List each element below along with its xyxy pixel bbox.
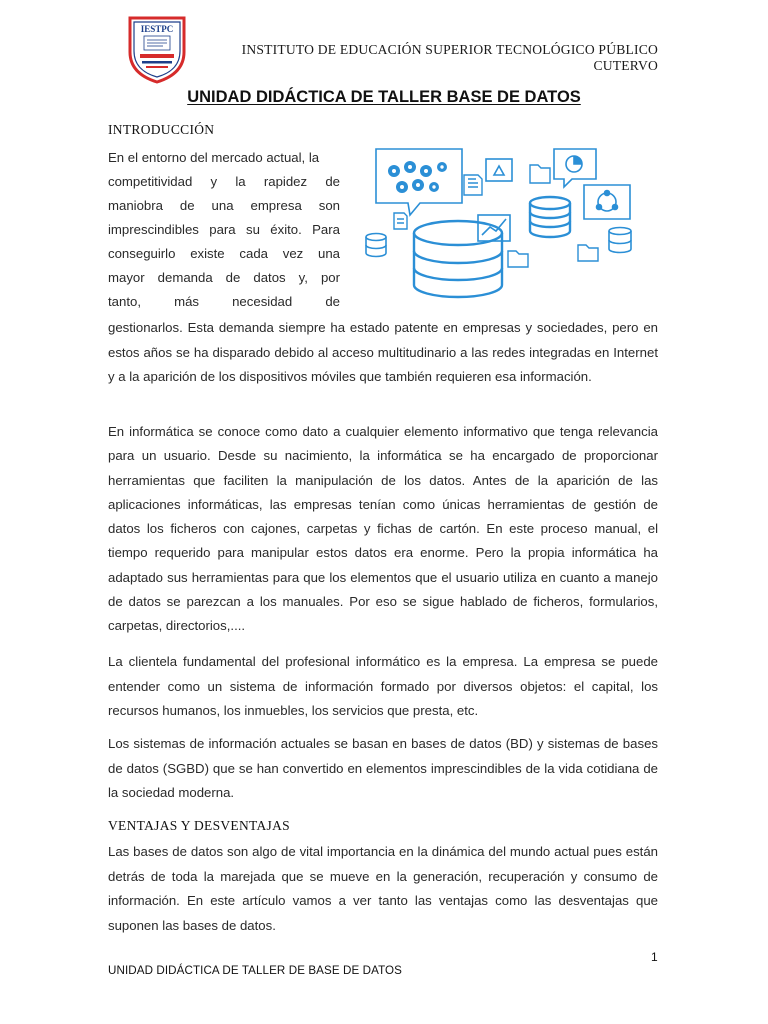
paragraph-clientela: La clientela fundamental del profesional informático es la empresa. La empresa se puede entender como un sistema de información formado por diversos objetos: el capital, los recursos humanos, los inmuebles, los servicios que presta, etc. [108,654,658,718]
institution-name [138,42,658,74]
intro-line: maniobra de una empresa son [108,198,340,213]
network-bubble-icon [584,185,630,219]
intro-line: imprescindibles para su éxito. Para [108,222,340,237]
recycle-box-icon [486,159,512,181]
page-footer: UNIDAD DIDÁCTICA DE TALLER DE BASE DE DATOS [108,964,402,977]
intro-line: tanto, más necesidad de [108,294,340,309]
section-heading-intro: INTRODUCCIÓN [108,122,215,137]
large-database-icon [414,221,502,297]
small-database-icon-left [366,234,386,257]
line-chart-bubble-icon [478,215,510,241]
intro-line: competitividad y la rapidez de [108,174,340,189]
intro-continuation-paragraph: gestionarlos. Esta demanda siempre ha estado patente en empresas y sociedades, pero en estos años se ha disparado debido al acceso multitudinario a las redes integradas en Internet y a la aparición de los dispositivos móviles que también requieren esa información. [108,320,658,384]
intro-line: conseguirlo existe cada vez una [108,246,340,261]
intro-line: En el entorno del mercado actual, la [108,150,320,165]
folder-icon-2 [508,251,528,267]
logo-text: IESTPC [140,24,174,34]
folder-icon [530,165,550,183]
institution-line-2: CUTERVO [593,58,658,73]
document-title: UNIDAD DIDÁCTICA DE TALLER BASE DE DATOS [187,88,581,106]
paragraph-informatica: En informática se conoce como dato a cualquier elemento informativo que tenga relevancia para un usuario. Desde su nacimiento, la informática se ha encargado de proporcionar herramientas que faciliten la manipulación de los datos. Antes de la aparición de las aplicaciones informáticas, las empresas tenían como únicas herramientas de gestión de datos los ficheros con cajones, carpetas y fichas de cartón. En este proceso manual, el tiempo requerido para manipular estos datos era enorme. Pero la propia informática ha adaptado sus herramientas para que los elementos que el usuario utiliza en cuanto a manejo de datos se parezcan a los manuales. Por eso se sigue hablado de ficheros, formularios, carpetas, directorios,.... [108,424,658,634]
intro-line: mayor demanda de datos y, por [108,270,340,285]
medium-database-icon [530,197,570,237]
paragraph-sistemas: Los sistemas de información actuales se basan en bases de datos (BD) y sistemas de bases de datos (SGBD) que se han convertido en elementos imprescindibles de la vida cotidiana de la sociedad moderna. [108,736,658,800]
document-stack-icon [464,175,482,195]
small-database-icon-right [609,228,631,253]
paragraph-ventajas: Las bases de datos son algo de vital importancia en la dinámica del mundo actual pues están detrás de toda la marejada que se mueve en la generación, recuperación y consumo de información. En este artículo vamos a ver tanto las ventajas como las desventajas que suponen las bases de datos. [108,844,658,933]
gears-icon [388,161,447,193]
institution-line-1: INSTITUTO DE EDUCACIÓN SUPERIOR TECNOLÓGICO PÚBLICO [241,42,658,57]
page-number: 1 [651,950,658,964]
database-illustration [358,145,648,305]
folder-icon-3 [578,245,598,261]
small-document-icon [394,213,407,229]
section-heading-ventajas: VENTAJAS Y DESVENTAJAS [108,818,290,833]
pie-chart-bubble-icon [554,149,596,187]
pie-slice-fill [574,156,582,164]
